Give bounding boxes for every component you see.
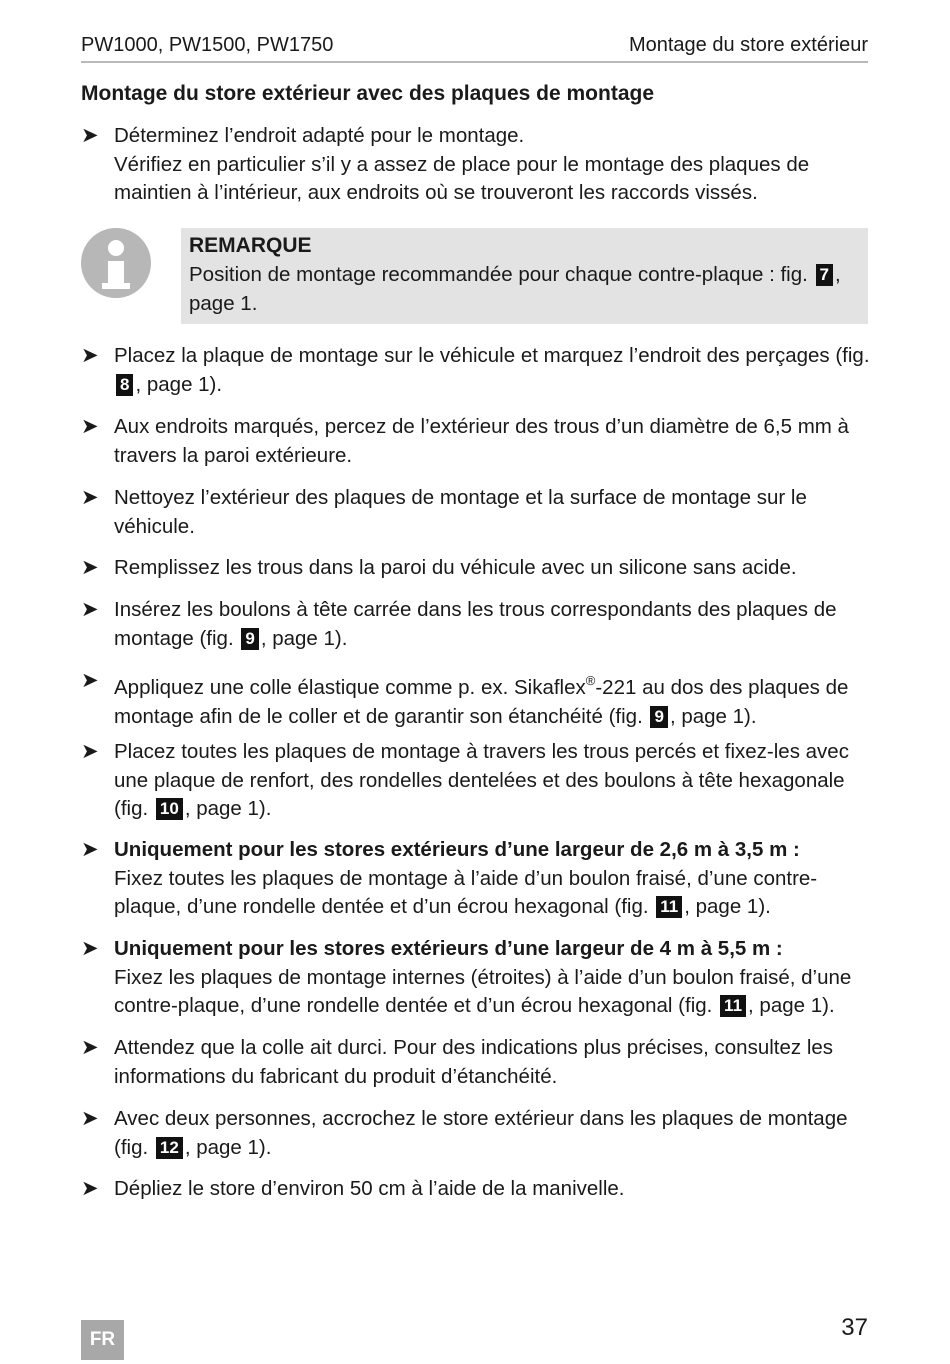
header-models: PW1000, PW1500, PW1750 — [81, 34, 334, 56]
arrow-bullet-icon: ➤ — [81, 415, 99, 438]
arrow-bullet-icon: ➤ — [81, 1036, 99, 1059]
step-text: Attendez que la colle ait durci. Pour des indications plus précises, consultez les informations du fabricant du produit d’étanchéité. — [114, 1036, 834, 1088]
figure-ref-badge: 11 — [656, 896, 682, 918]
figure-ref-badge: 9 — [241, 628, 258, 650]
note-title: REMARQUE — [189, 234, 312, 257]
arrow-bullet-icon: ➤ — [81, 556, 99, 579]
arrow-bullet-icon: ➤ — [81, 669, 99, 692]
step-determine-location — [81, 122, 873, 208]
arrow-bullet-icon: ➤ — [81, 124, 99, 147]
step-text-end: , page 1). — [184, 1135, 272, 1159]
step-fix-plates — [81, 738, 873, 824]
step-condition: Uniquement pour les stores extérieurs d’une largeur de 2,6 m à 3,5 m : — [114, 838, 800, 861]
step-text: Placez toutes les plaques de montage à travers les trous percés et fixez-les avec une plaque de renfort, des rondelles dentelées et des boulons à tête hexagonale (fig. — [114, 740, 849, 820]
figure-ref-badge: 8 — [116, 374, 133, 396]
arrow-bullet-icon: ➤ — [81, 937, 99, 960]
step-condition: Uniquement pour les stores extérieurs d’une largeur de 4 m à 5,5 m : — [114, 937, 783, 960]
step-hang-awning — [81, 1105, 873, 1162]
step-insert-bolts — [81, 596, 873, 653]
note-body — [189, 261, 859, 318]
step-text-middle: -221 au dos des plaques de montage afin de le coller et de garantir son étanchéité (fig. — [114, 676, 849, 728]
section-title: Montage du store extérieur avec des plaques de montage — [81, 82, 654, 105]
step-unfold-awning — [81, 1175, 873, 1204]
step-text-end: , page 1). — [669, 704, 757, 728]
step-text-end: , page 1). — [184, 797, 272, 820]
note-text: Position de montage recommandée pour chaque contre-plaque : fig. — [189, 263, 808, 286]
step-text: Avec deux personnes, accrochez le store extérieur dans les plaques de montage (fig. — [114, 1107, 848, 1159]
arrow-bullet-icon: ➤ — [81, 1107, 99, 1130]
step-text: Nettoyez l’extérieur des plaques de montage et la surface de montage sur le véhicule. — [114, 486, 807, 538]
step-text: Placez la plaque de montage sur le véhicule et marquez l’endroit des perçages (fig. — [114, 344, 870, 367]
step-drill-holes — [81, 413, 873, 470]
registered-mark: ® — [585, 673, 596, 688]
page-number: 37 — [841, 1314, 868, 1341]
figure-ref-badge: 11 — [720, 995, 746, 1017]
step-text-end: , page 1). — [748, 994, 835, 1017]
step-fix-large-awning — [81, 935, 873, 1021]
step-wait-adhesive — [81, 1034, 873, 1091]
step-text: Appliquez une colle élastique comme p. ex. Sikaflex — [114, 676, 586, 699]
figure-ref-badge: 9 — [650, 706, 667, 728]
figure-ref-badge: 7 — [816, 264, 833, 286]
step-clean-surfaces — [81, 484, 873, 541]
step-mark-drill-holes — [81, 342, 873, 399]
figure-ref-badge: 12 — [156, 1137, 183, 1159]
arrow-bullet-icon: ➤ — [81, 486, 99, 509]
info-icon — [81, 228, 151, 298]
step-text: Fixez toutes les plaques de montage à l’aide d’un boulon fraisé, d’une contre-plaque, d’une rondelle dentée et d’un écrou hexagonal (fig. — [114, 866, 818, 918]
step-text: Remplissez les trous dans la paroi du véhicule avec un silicone sans acide. — [114, 556, 797, 579]
step-fix-small-awning — [81, 836, 873, 922]
note-box — [181, 228, 868, 324]
step-text: Aux endroits marqués, percez de l’extérieur des trous d’un diamètre de 6,5 mm à travers la paroi extérieure. — [114, 415, 849, 467]
page-header — [81, 28, 868, 63]
step-text-end: , page 1). — [260, 626, 348, 650]
step-text-end: , page 1). — [684, 895, 771, 918]
step-text: Dépliez le store d’environ 50 cm à l’aide de la manivelle. — [114, 1177, 625, 1200]
note-text-end: , page 1. — [189, 263, 841, 315]
arrow-bullet-icon: ➤ — [81, 344, 99, 367]
arrow-bullet-icon: ➤ — [81, 838, 99, 861]
language-badge: FR — [81, 1320, 124, 1360]
step-text: Insérez les boulons à tête carrée dans les trous correspondants des plaques de montage (fig. — [114, 598, 837, 650]
step-text: Déterminez l’endroit adapté pour le montage. — [114, 124, 525, 147]
figure-ref-badge: 10 — [156, 798, 183, 820]
step-text-end: , page 1). — [135, 372, 223, 396]
step-apply-adhesive — [81, 667, 873, 731]
header-chapter: Montage du store extérieur — [628, 34, 868, 56]
step-fill-holes — [81, 554, 873, 583]
arrow-bullet-icon: ➤ — [81, 1177, 99, 1200]
step-subtext: Vérifiez en particulier s’il y a assez de place pour le montage des plaques de maintien à l’intérieur, aux endroits où se trouveront les raccords vissés. — [114, 152, 810, 204]
step-text: Fixez les plaques de montage internes (étroites) à l’aide d’un boulon fraisé, d’une contre-plaque, d’une rondelle dentée et d’un écrou hexagonal (fig. — [114, 965, 852, 1017]
arrow-bullet-icon: ➤ — [81, 740, 99, 763]
arrow-bullet-icon: ➤ — [81, 598, 99, 621]
